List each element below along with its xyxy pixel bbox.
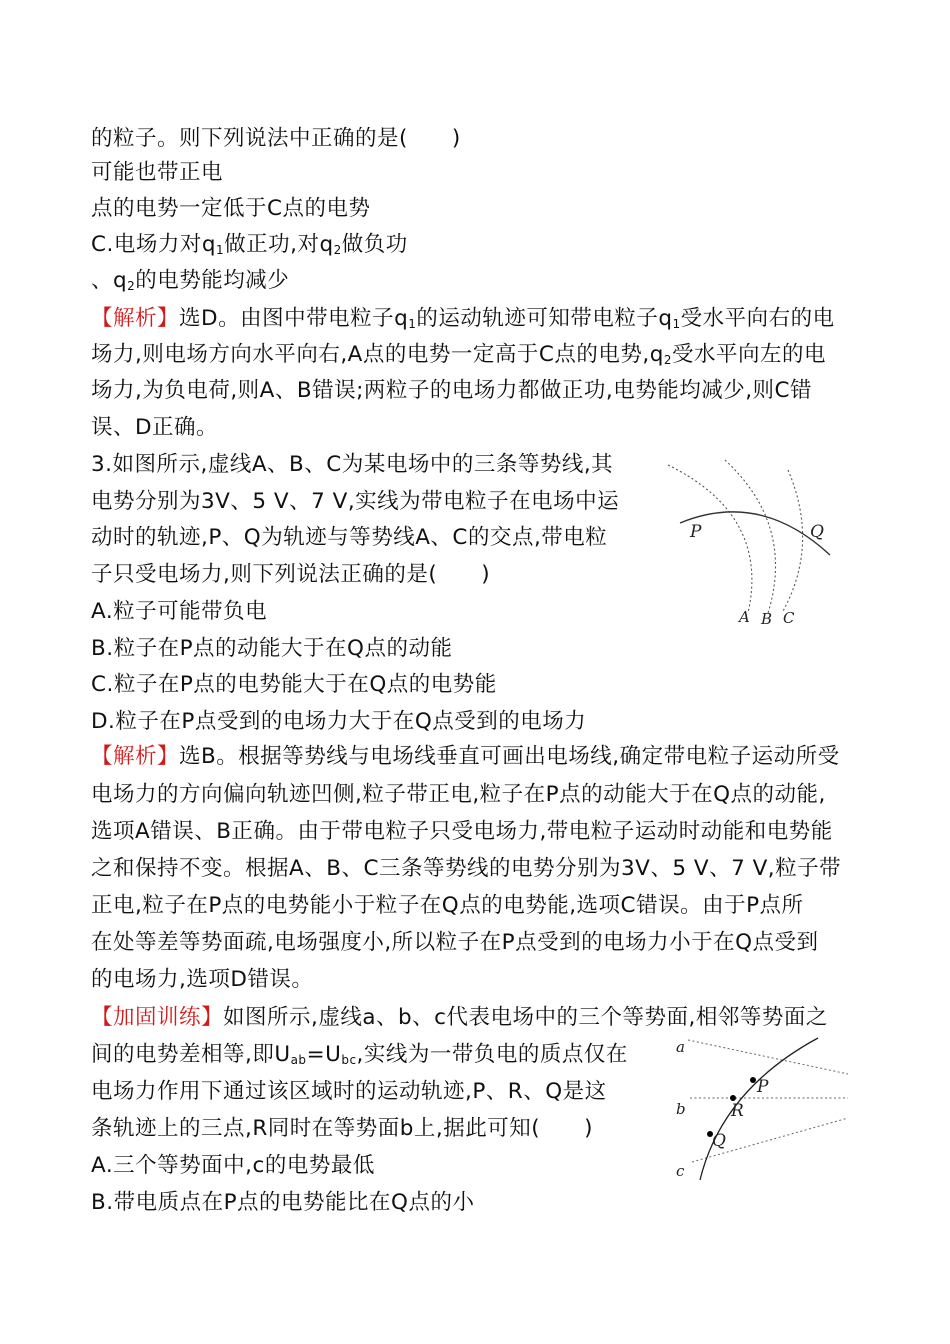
option-b: B.粒子在P点的动能大于在Q点的动能 [91,636,453,661]
reinforcement-tag: 【加固训练】 [91,1005,224,1030]
trajectory-line [700,1038,818,1180]
equipotential-line-b [725,460,776,613]
text-line: 选项A错误、B正确。由于带电粒子只受电场力,带电粒子运动时动能和电势能 [91,819,833,844]
text-line: 的电场力,选项D错误。 [91,967,314,992]
text-line: 电场力的方向偏向轨迹凹侧,粒子带正电,粒子在P点的动能大于在Q点的动能, [91,782,826,807]
point-p [750,1077,756,1083]
text-line: 【解析】选D。由图中带电粒子$q_1$的运动轨迹可知带电粒子$q_1$受水平向右的电 [91,306,835,331]
equipotential-figure-1 [660,455,850,635]
label-c: c [676,1162,685,1180]
label-b: b [676,1100,686,1118]
option-a: A.三个等势面中,c的电势最低 [91,1153,375,1178]
label-a: a [676,1038,685,1056]
equipotential-line-c [782,470,803,613]
text-line: 条轨迹上的三点,R同时在等势面b上,据此可知( ) [91,1116,594,1141]
label-p: P [757,1077,769,1097]
text-line: 电场力作用下通过该区域时的运动轨迹,P、R、Q是这 [91,1079,607,1104]
option-c: C.粒子在P点的电势能大于在Q点的电势能 [91,672,497,697]
text-line: 可能也带正电 [91,160,224,185]
option-a: A.粒子可能带负电 [91,599,268,624]
equipotential-surface-a [688,1040,848,1074]
text-line: 点的电势一定低于C点的电势 [91,196,371,221]
equipotential-line-a [668,465,752,613]
question-3-line: 3.如图所示,虚线A、B、C为某电场中的三条等势线,其 [91,452,614,477]
analysis-tag: 【解析】 [91,306,180,331]
text-line: 的粒子。则下列说法中正确的是( ) [91,126,461,151]
text-line: 【解析】选B。根据等势线与电场线垂直可画出电场线,确定带电粒子运动所受 [91,744,840,769]
text-line: C.电场力对$q_1$做正功,对$q_2$做负功 [91,232,408,257]
trajectory-line [680,512,830,555]
analysis-tag: 【解析】 [91,744,180,769]
equipotential-figure-2 [670,1030,855,1185]
option-d: D.粒子在P点受到的电场力大于在Q点受到的电场力 [91,709,587,734]
label-p: P [690,522,702,542]
question-3-line: 动时的轨迹,P、Q为轨迹与等势线A、C的交点,带电粒 [91,525,608,550]
question-3-line: 电势分别为3V、5 V、7 V,实线为带电粒子在电场中运 [91,489,620,514]
text-line: 【加固训练】如图所示,虚线a、b、c代表电场中的三个等势面,相邻等势面之 [91,1005,828,1030]
text-line: 、$q_2$的电势能均减少 [91,268,290,293]
label-q: Q [810,522,824,542]
text-line: 之和保持不变。根据A、B、C三条等势线的电势分别为3V、5 V、7 V,粒子带 [91,856,842,881]
text-line: 场力,为负电荷,则A、B错误;两粒子的电场力都做正功,电势能均减少,则C错 [91,378,813,403]
text-line: 误、D正确。 [91,415,219,440]
text-line: 间的电势差相等,即$U_{ab}=U_{bc}$,实线为一带负电的质点仅在 [91,1042,628,1067]
text-line: 在处等差等势面疏,电场强度小,所以粒子在P点受到的电场力小于在Q点受到 [91,930,819,955]
label-c: C [783,609,795,627]
text-line: 场力,则电场方向水平向右,A点的电势一定高于C点的电势$,q_2$受水平向左的电 [91,342,827,367]
label-q: Q [712,1131,726,1151]
label-r: R [731,1101,744,1121]
question-3-line: 子只受电场力,则下列说法正确的是( ) [91,562,491,587]
label-b: B [761,610,773,628]
option-b: B.带电质点在P点的电势能比在Q点的小 [91,1190,475,1215]
text-line: 正电,粒子在P点的电势能小于粒子在Q点的电势能,选项C错误。由于P点所 [91,893,804,918]
label-a: A [739,608,750,626]
